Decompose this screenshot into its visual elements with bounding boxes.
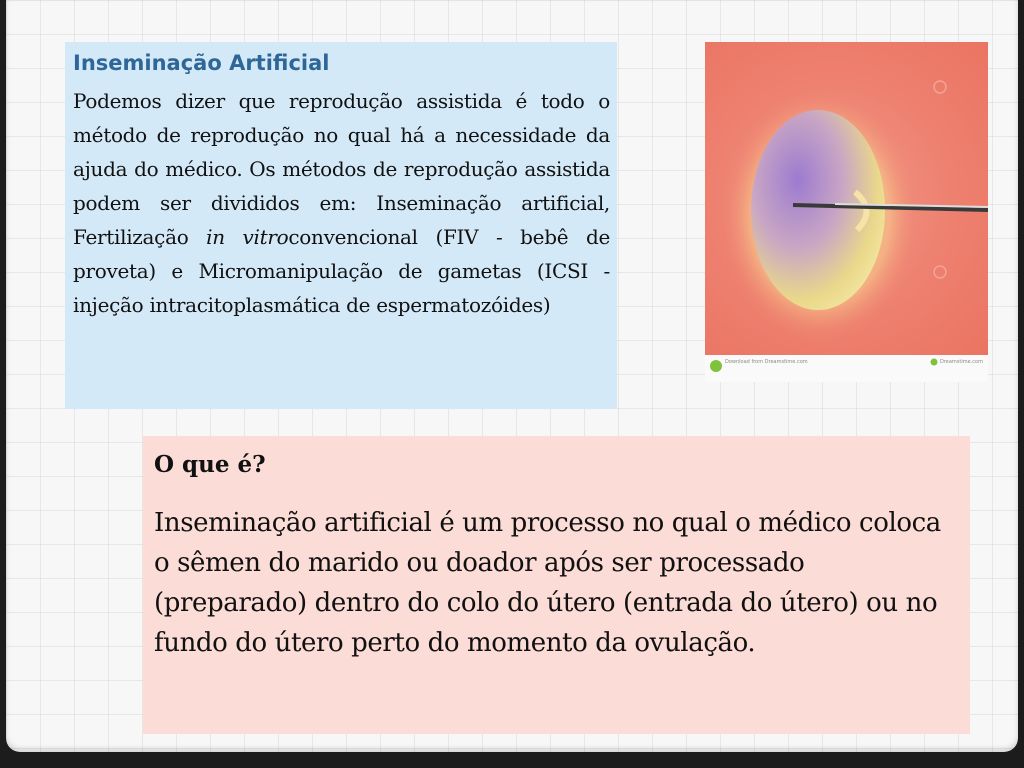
answer-text: Inseminação artificial é um processo no qual o médico coloca o sêmen do marido ou doador após ser processado (preparado) dentro do colo do útero (entrada do útero) ou no fundo do útero perto do momento da ovulação.: [154, 508, 941, 658]
footer-left-text: Download from Dreamstime.com: [725, 359, 808, 365]
egg-cell-illustration: [705, 42, 988, 355]
definition-text: [73, 84, 610, 322]
explanation-box: [143, 436, 970, 734]
egg-injection-image: [705, 42, 988, 382]
image-background: [705, 42, 988, 355]
watermark-icon: [934, 81, 946, 93]
dreamstime-small-icon: [930, 358, 938, 366]
definition-box: [65, 42, 617, 409]
box-title: Inseminação Artificial: [73, 51, 330, 75]
definition-text-part-1: Podemos dizer que reprodução assistida é todo o método de reprodução no qual há a necessidade da ajuda do médico. Os métodos de reprodução assistida podem ser divididos em: Inseminação artificial, Fertilização: [73, 89, 610, 249]
slide: [6, 0, 1018, 752]
watermark-icon: [934, 266, 946, 278]
question-heading: O que é?: [154, 451, 266, 478]
footer-right-text: Dreamstime.com: [940, 359, 983, 365]
image-footer: [705, 355, 988, 382]
definition-text-italic: in vitro: [206, 225, 289, 249]
dreamstime-logo-icon: [709, 359, 723, 373]
definition-text-part-2: convencional (FIV - bebê de proveta) e Micromanipulação de gametas (ICSI - injeção intracitoplasmática de espermatozóides): [73, 225, 611, 317]
